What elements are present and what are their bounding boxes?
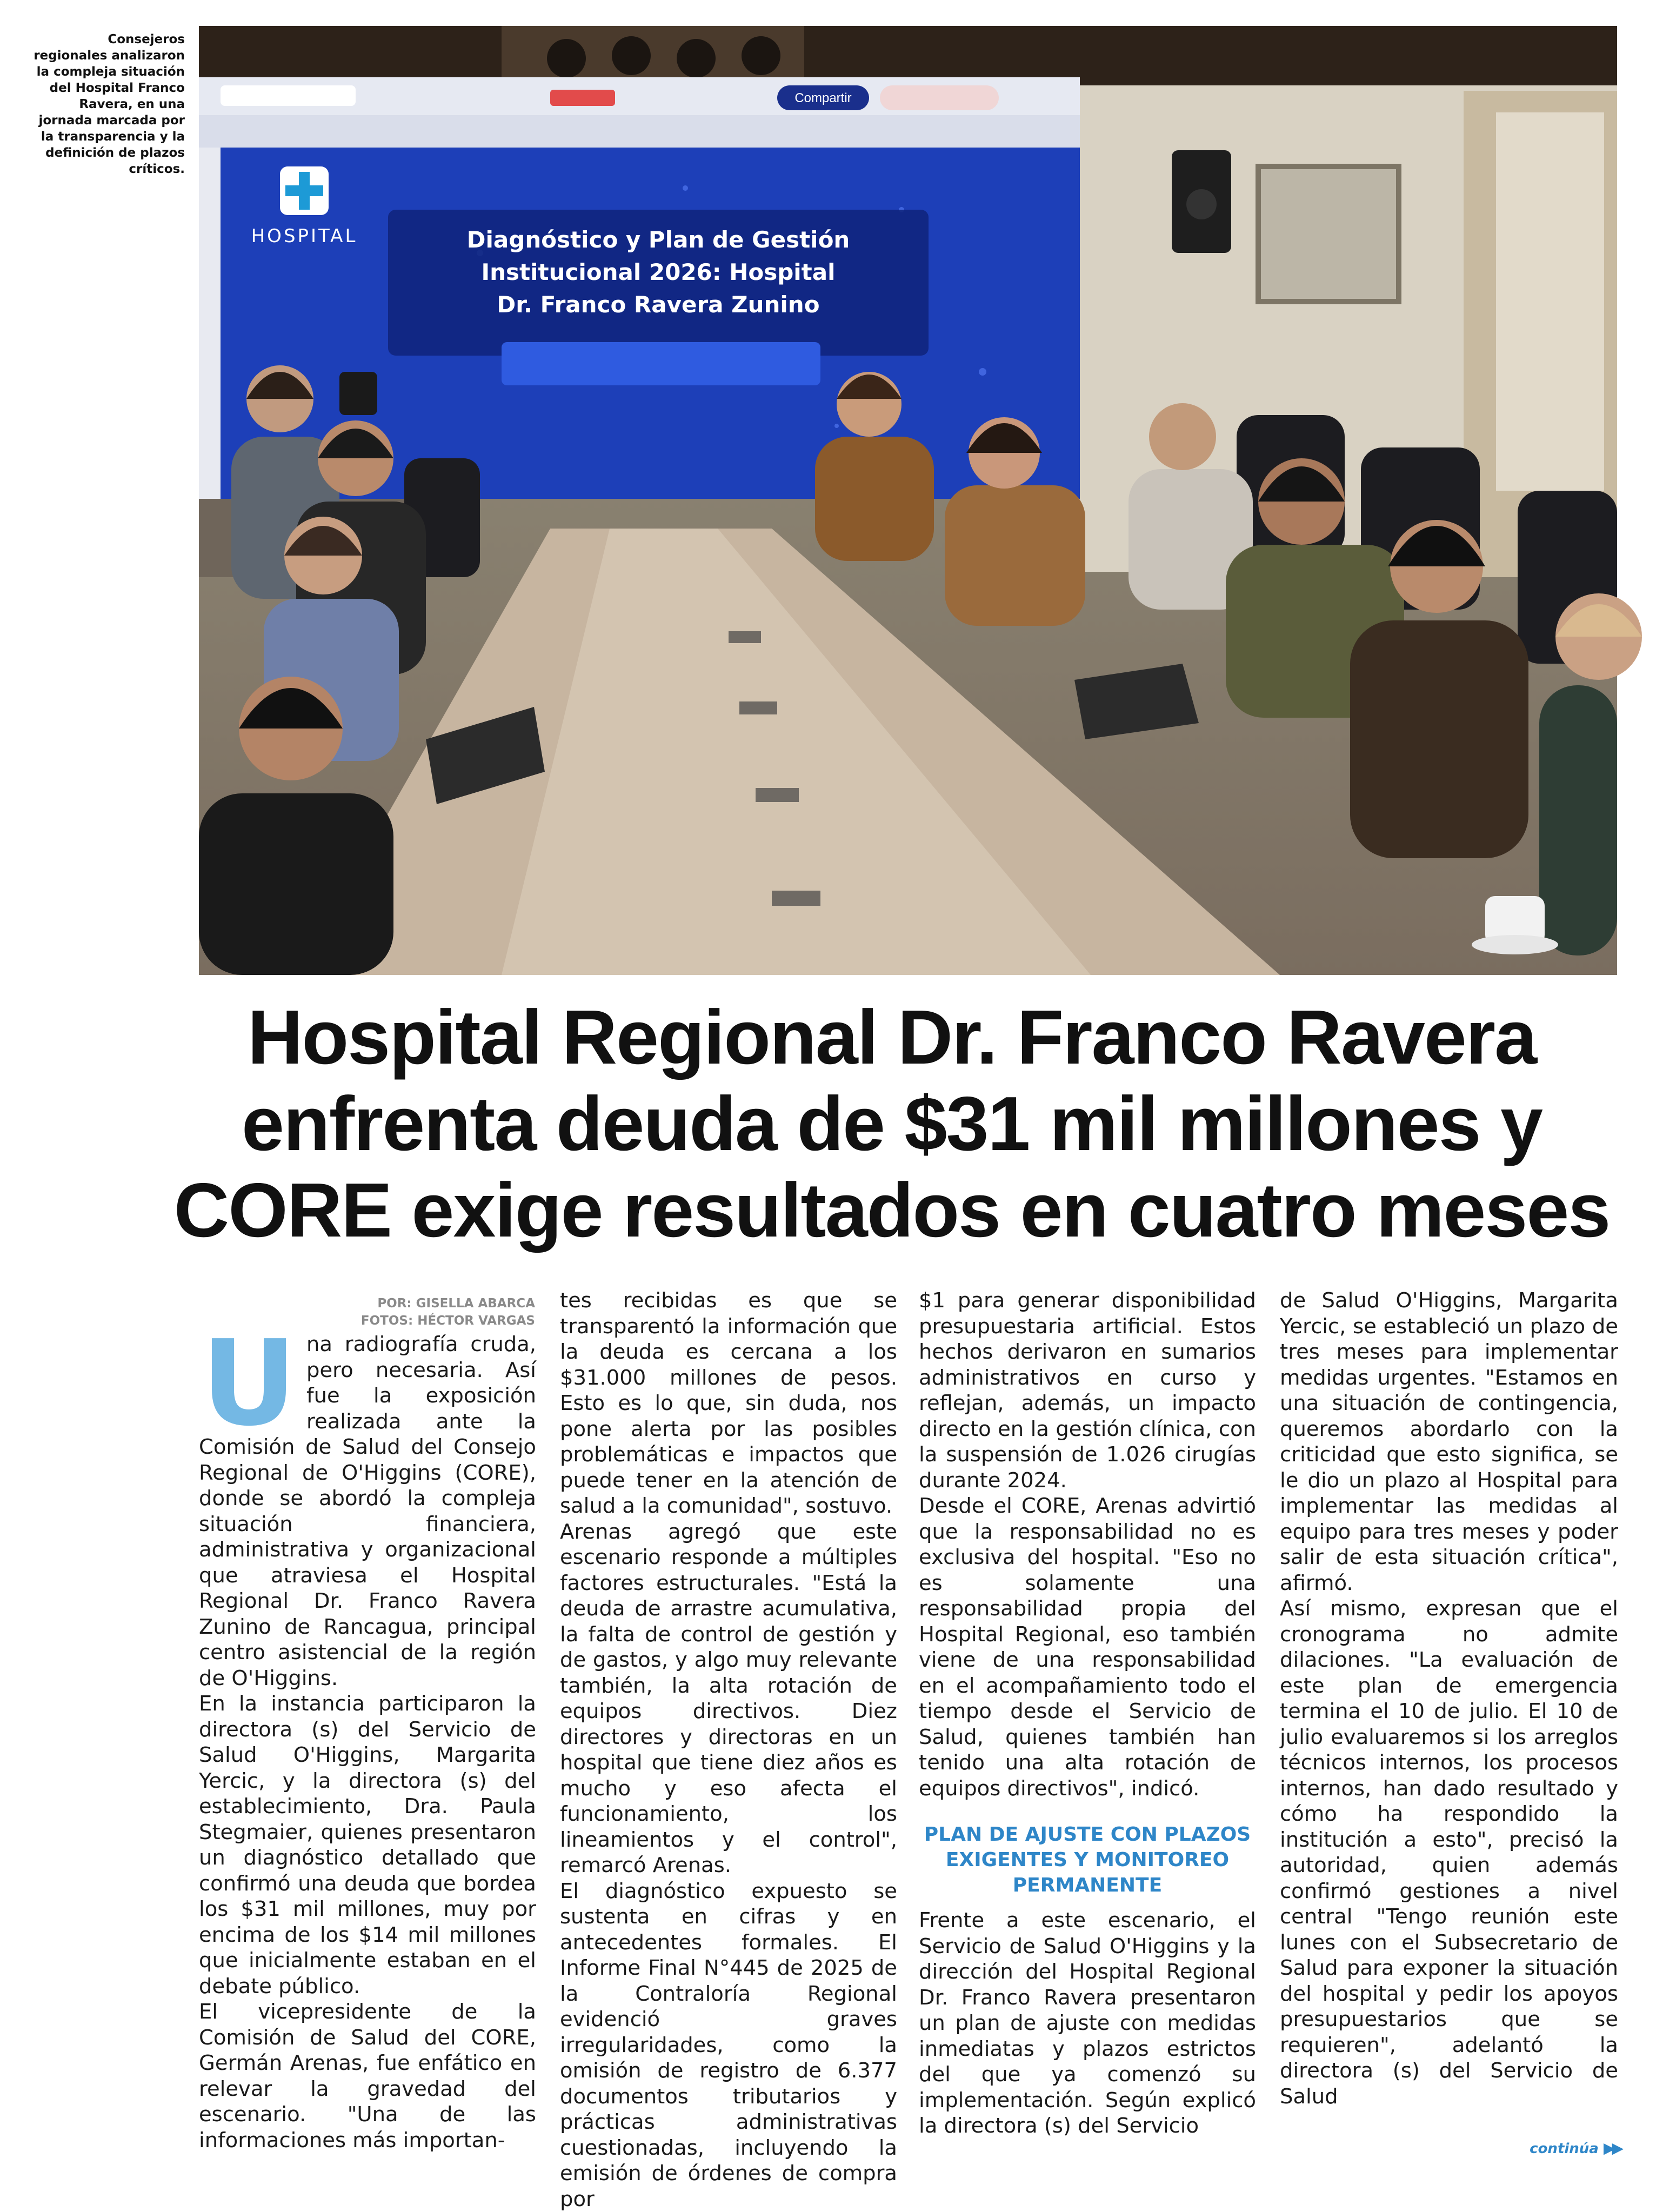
headline-line-1: Hospital Regional Dr. Franco Ravera (162, 994, 1621, 1081)
screen-title-line-3: Dr. Franco Ravera Zunino (497, 291, 819, 318)
article-column-4 (1280, 1288, 1618, 2142)
double-arrow-right-icon: ▶▶ (1604, 2139, 1620, 2157)
paragraph: Desde el CORE, Arenas advirtió que la responsabilidad no es exclusiva del hospital. "Eso no es solamente una responsabilidad propia del Hospital Regional, eso también viene de una responsabilidad en el acompañamiento todo el tiempo desde el Servicio de Salud, quienes también han tenido una alta rotación de equipos directivos", indicó. (919, 1493, 1256, 1801)
section-subhead: PLAN DE AJUSTE CON PLAZOS EXIGENTES Y MONITOREO PERMANENTE (919, 1822, 1256, 1898)
phone-icon (339, 372, 377, 415)
screen-title-line-1: Diagnóstico y Plan de Gestión (467, 226, 850, 253)
paragraph: $1 para generar disponibilidad presupuestaria artificial. Estos hechos derivaron en sumarios administrativos en curso y reflejan, además, un impacto directo en la gestión clínica, con la suspensión de 1.026 cirugías durante 2024. (919, 1288, 1256, 1493)
paragraph: Arenas agregó que este escenario responde a múltiples factores estructurales. "Está la deuda de arrastre acumulativa, la falta de control de gestión y de gastos, y algo muy relevante también, la alta rotación de equipos directivos. Diez directores y directoras en un hospital que tiene diez años es mucho y eso afecta el funcionamiento, los lineamientos y el control", remarcó Arenas. (560, 1519, 897, 1879)
paragraph: En la instancia participaron la directora (s) del Servicio de Salud O'Higgins, Margarita Yercic, y la directora (s) del establecimiento, Dra. Paula Stegmaier, quienes presentaron un diagnóstico detallado que confirmó una deuda que bordea los $31 mil millones, muy por encima de los $14 mil millones que inicialmente estaban en el debate público. (199, 1691, 536, 1999)
headline-line-2: enfrenta deuda de $31 mil millones y (162, 1081, 1621, 1167)
paragraph: Así mismo, expresan que el cronograma no admite dilaciones. "La evaluación de este plan de emergencia termina el 10 de julio. El 10 de julio evaluaremos si los arreglos técnicos internos, los procesos internos, han dado resultado y cómo ha respondido la institución a esto", precisó la autoridad, quien además confirmó gestiones a nivel central "Tengo reunión este lunes con el Subsecretario de Salud para exponer la situación del hospital y pedir los apoyos presupuestarios que se requieren", adelantó la directora (s) del Servicio de Salud (1280, 1596, 1618, 2109)
paragraph: El vicepresidente de la Comisión de Salud del CORE, Germán Arenas, fue enfático en relevar la gravedad del escenario. "Una de las informaciones más importan- (199, 1999, 536, 2153)
wall-frame (1258, 166, 1399, 302)
byline-author: POR: GISELLA ABARCA (292, 1295, 535, 1312)
byline (292, 1295, 535, 1329)
paragraph: de Salud O'Higgins, Margarita Yercic, se estableció un plazo de tres meses para implementar medidas urgentes. "Estamos en una situación de contingencia, queremos abordarlo con la criticidad que esto significa, se le dio un plazo al Hospital para implementar las medidas al equipo para tres meses y poder salir de esta situación crítica", afirmó. (1280, 1288, 1618, 1596)
paragraph: El diagnóstico expuesto se sustenta en cifras y en antecedentes formales. El Informe Final N°445 de 2025 de la Contraloría Regional evidenció graves irregularidades, como la omisión de registro de 6.377 documentos tributarios y prácticas administrativas cuestionadas, incluyendo la emisión de órdenes de compra por (560, 1879, 897, 2212)
byline-photos: FOTOS: HÉCTOR VARGAS (292, 1312, 535, 1329)
paragraph: tes recibidas es que se transparentó la información que la deuda es cercana a los $31.000 millones de pesos. Esto es lo que, sin duda, nos pone alerta por las posibles problemáticas e impactos que puede tener en la atención de salud a la comunidad", sostuvo. (560, 1288, 897, 1519)
continues-link[interactable] (1512, 2139, 1620, 2157)
article-column-2 (560, 1288, 897, 2142)
article-column-1 (199, 1332, 536, 2142)
screen-title-line-2: Institucional 2026: Hospital (482, 259, 836, 285)
drop-cap: U (201, 1338, 297, 1430)
hospital-logo-icon (280, 166, 329, 215)
headline-line-3: CORE exige resultados en cuatro meses (162, 1167, 1621, 1254)
headline (162, 994, 1621, 1254)
paragraph: na radiografía cruda, pero necesaria. Así fue la exposición realizada ante la Comisión de Salud del Consejo Regional de O'Higgins (CORE), donde se abordó la compleja situación financiera, administrativa y organizacional que atraviesa el Hospital Regional Dr. Franco Ravera Zunino de Rancagua, principal centro asistencial de la región de O'Higgins. (199, 1332, 536, 1691)
hospital-logo-text: HOSPITAL (251, 225, 358, 247)
share-button-label: Compartir (794, 91, 851, 105)
meeting-photo (199, 26, 1617, 975)
continues-label: continúa (1530, 2141, 1599, 2157)
paragraph: Frente a este escenario, el Servicio de Salud O'Higgins y la dirección del Hospital Regional Dr. Franco Ravera presentaron un plan de ajuste con medidas inmediatas y plazos estrictos del que ya comenzó su implementación. Según explicó la directora (s) del Servicio (919, 1908, 1256, 2139)
article-column-3 (919, 1288, 1256, 2142)
photo-caption: Consejeros regionales analizaron la compleja situación del Hospital Franco Ravera, en una jornada marcada por la transparencia y la definición de plazos críticos. (32, 31, 185, 177)
